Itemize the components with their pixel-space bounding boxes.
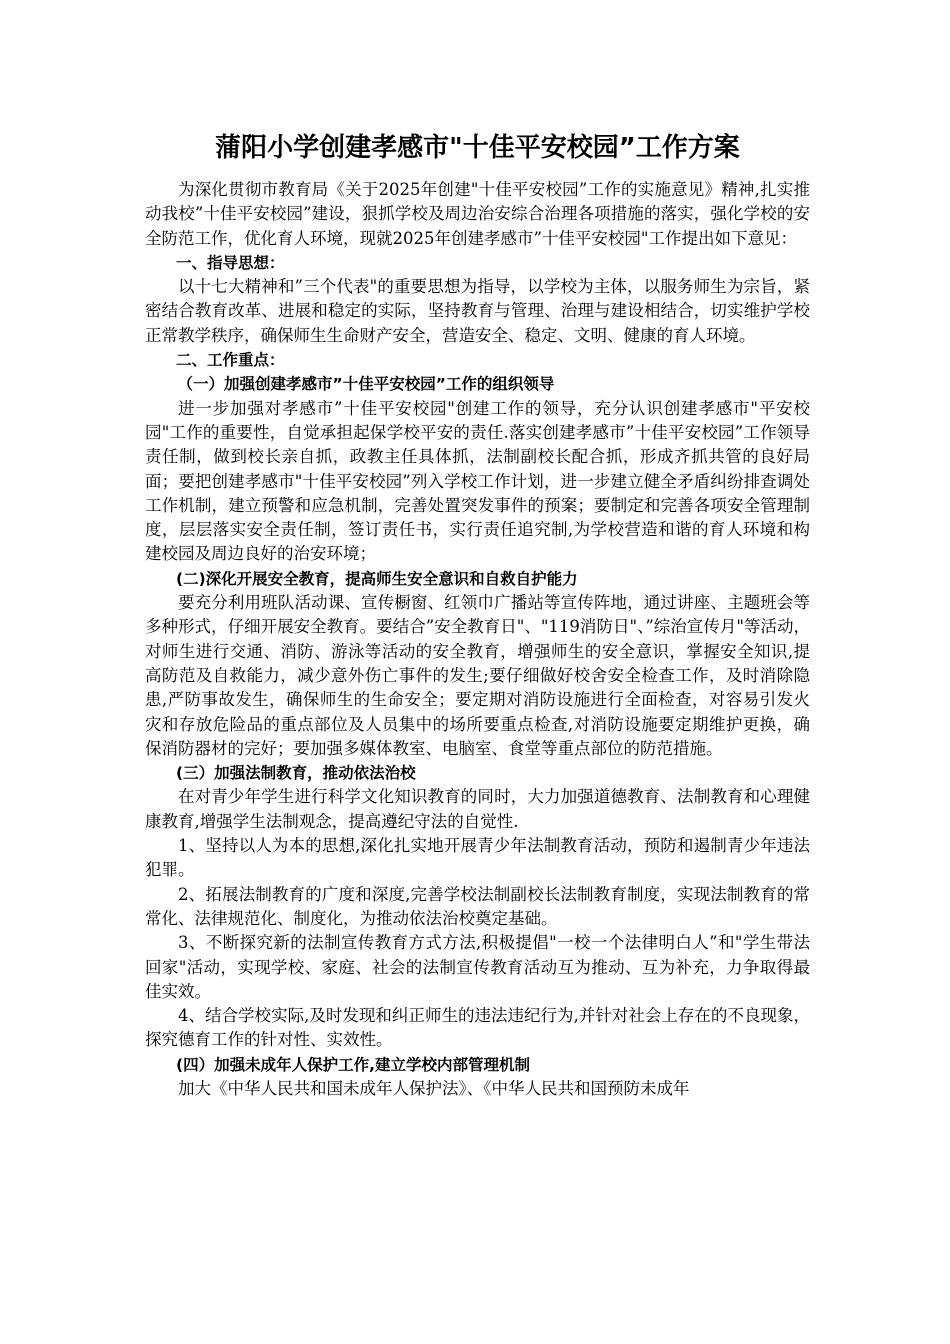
list-item: 3、不断探究新的法制宣传教育方式方法,积极提倡"一校一个法律明白人”和"学生带法回家"活动，实现学校、家庭、社会的法制宣传教育活动互为推动、互为补充，力争取得最佳实效。: [145, 933, 810, 1001]
list-item: 1、坚持以人为本的思想,深化扎实地开展青少年法制教育活动，预防和遏制青少年违法犯罪。: [145, 836, 810, 880]
body-paragraph: 在对青少年学生进行科学文化知识教育的同时，大力加强道德教育、法制教育和心理健康教育,增强学生法制观念，提高遵纪守法的自觉性.: [145, 787, 810, 831]
subsection-heading-safety-education: (二)深化开展安全教育，提高师生安全意识和自救自护能力: [176, 569, 578, 588]
body-paragraph: 进一步加强对孝感市”十佳平安校园"创建工作的领导，充分认识创建孝感市"平安校园"工作的重要性，自觉承担起保学校平安的责任.落实创建孝感市”十佳平安校园”工作领导责任制，做到校长亲自抓，政教主任具体抓，法制副校长配合抓，形成齐抓共管的良好局面；要把创建孝感市"十佳平安校园”列入学校工作计划，进一步建立健全矛盾纠纷排查调处工作机制，建立预警和应急机制，完善处置突发事件的预案；要制定和完善各项安全管理制度，层层落实安全责任制，签订责任书，实行责任追究制,为学校营造和谐的育人环境和构建校园及周边良好的治安环境；: [145, 398, 810, 564]
document-page: [145, 128, 810, 1101]
body-paragraph: 要充分利用班队活动课、宣传橱窗、红领巾广播站等宣传阵地，通过讲座、主题班会等多种形式，仔细开展安全教育。要结合”安全教育日"、"119消防日"、”综治宣传月"等活动，对师生进行交通、消防、游泳等活动的安全教育，增强师生的安全意识，掌握安全知识,提高防范及自救能力，减少意外伤亡事件的发生;要仔细做好校舍安全检查工作，及时消除隐患,严防事故发生，确保师生的生命安全；要定期对消防设施进行全面检查，对容易引发火灾和存放危险品的重点部位及人员集中的场所要重点检查,对消防设施要定期维护更换，确保消防器材的完好；要加强多媒体教室、电脑室、食堂等重点部位的防范措施。: [145, 593, 810, 758]
subsection-heading-legal-education: (三）加强法制教育，推动依法治校: [176, 764, 416, 783]
list-item: 4、结合学校实际,及时发现和纠正师生的违法违纪行为,并针对社会上存在的不良现象，探究德育工作的针对性、实效性。: [145, 1006, 810, 1050]
section-heading-work-focus: 二、工作重点：: [176, 351, 285, 370]
intro-paragraph: 为深化贯彻市教育局《关于2025年创建"十佳平安校园”工作的实施意见》精神,扎实推动我校”十佳平安校园”建设，狠抓学校及周边治安综合治理各项措施的落实，强化学校的安全防范工作，优化育人环境，现就2025年创建孝感市”十佳平安校园"工作提出如下意见：: [145, 180, 810, 248]
document-title: 蒲阳小学创建孝感市"十佳平安校园”工作方案: [215, 133, 740, 163]
body-paragraph: 以十七大精神和”三个代表"的重要思想为指导，以学校为主体，以服务师生为宗旨，紧密结合教育改革、进展和稳定的实际，坚持教育与管理、治理与建设相结合，切实维护学校正常教学秩序，确保师生生命财产安全，营造安全、稳定、文明、健康的育人环境。: [145, 277, 810, 345]
body-paragraph: 加大《中华人民共和国未成年人保护法》、《中华人民共和国预防未成年: [178, 1078, 690, 1098]
subsection-heading-organization: （一）加强创建孝感市”十佳平安校园”工作的组织领导: [177, 375, 555, 394]
section-heading-guiding-thought: 一、指导思想：: [176, 253, 285, 272]
subsection-heading-minor-protection: (四）加强未成年人保护工作,建立学校内部管理机制: [176, 1055, 530, 1074]
list-item: 2、拓展法制教育的广度和深度,完善学校法制副校长法制教育制度，实现法制教育的常常化、法律规范化、制度化，为推动依法治校奠定基础。: [145, 884, 810, 928]
